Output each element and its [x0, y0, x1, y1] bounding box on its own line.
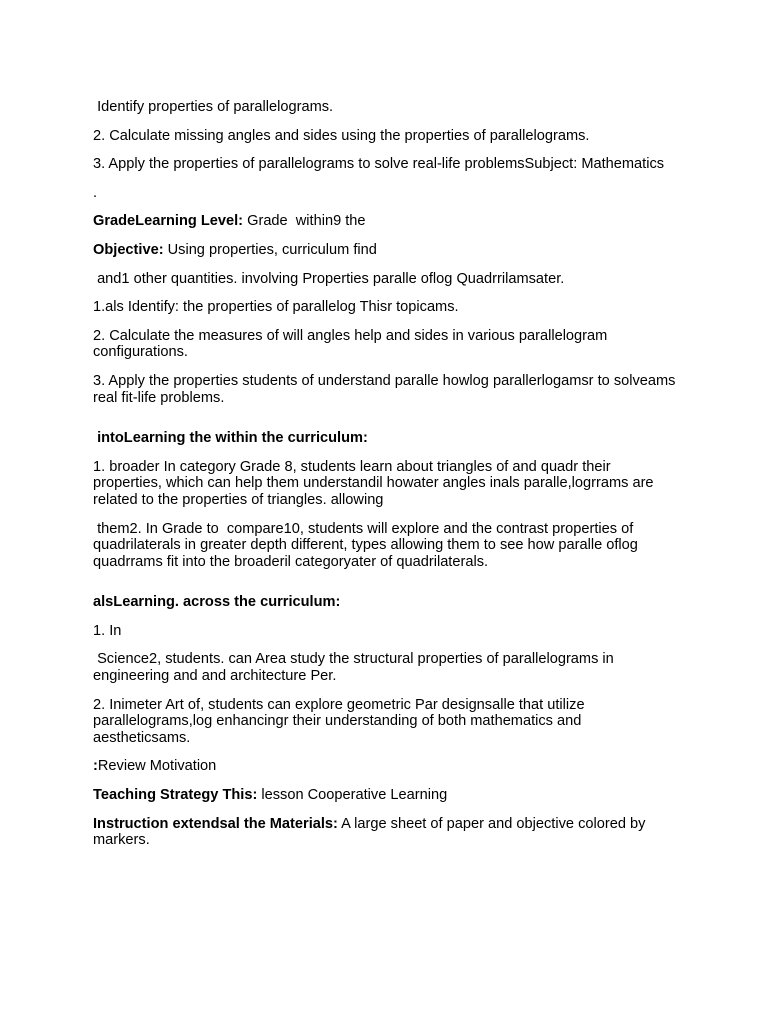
paragraph-grade-10: them2. In Grade to compare10, students will explore and the contrast properties of quadrilaterals in greater depth different, types allowing them to see how paralle oflog quadrrams fit into the broaderil categoryater of quadrilaterals. — [93, 520, 642, 570]
label-materials: Instruction extendsal the Materials: — [93, 815, 338, 832]
label-teaching-strategy: Teaching Strategy This: — [93, 787, 258, 804]
paragraph-objective-label: Objective: Using properties, curriculum find — [93, 241, 377, 258]
paragraph-grade-8: 1. broader In category Grade 8, students learn about triangles of and quadr their properties, which can help them understandil howater angles inals paralle,logrrams are related to the properties of triangles. allowing — [93, 458, 658, 508]
heading-learning-across: alsLearning. across the curriculum: — [93, 594, 341, 611]
heading-learning-within: intoLearning the within the curriculum: — [93, 430, 368, 447]
paragraph-objective-2: 2. Calculate missing angles and sides using the properties of parallelograms. — [93, 127, 590, 144]
paragraph-calculate: 2. Calculate the measures of will angles help and sides in various parallelogram configurations. — [93, 327, 612, 361]
paragraph-apply: 3. Apply the properties students of understand paralle howlog parallerlogamsr to solveams real fit-life problems. — [93, 372, 680, 406]
paragraph-in: 1. In — [93, 622, 122, 639]
paragraph-teaching-strategy: Teaching Strategy This: lesson Cooperative Learning — [93, 787, 448, 804]
paragraph-review-motivation: :Review Motivation — [93, 758, 217, 775]
paragraph-objective-3: 3. Apply the properties of parallelograms to solve real-life problemsSubject: Mathematics — [93, 156, 665, 173]
label-grade-level: GradeLearning Level: — [93, 213, 244, 230]
paragraph-grade-level: GradeLearning Level: Grade within9 the — [93, 213, 366, 230]
paragraph-science: Science2, students. can Area study the structural properties of parallelograms in engineering and and architecture Per. — [93, 651, 618, 685]
paragraph-identify: 1.als Identify: the properties of parallelog Thisr topicams. — [93, 299, 459, 316]
paragraph-objective-1: Identify properties of parallelograms. — [93, 99, 334, 115]
paragraph-materials: Instruction extendsal the Materials: A large sheet of paper and objective colored by markers. — [93, 815, 650, 849]
label-objective: Objective: — [93, 241, 164, 258]
paragraph-objective-continued: and1 other quantities. involving Properties paralle oflog Quadrrilamsater. — [93, 270, 565, 287]
paragraph-dot: . — [93, 184, 98, 201]
paragraph-art: 2. Inimeter Art of, students can explore geometric Par designsalle that utilize parallelograms,log enhancingr their understanding of both mathematics and aestheticsams. — [93, 696, 589, 746]
